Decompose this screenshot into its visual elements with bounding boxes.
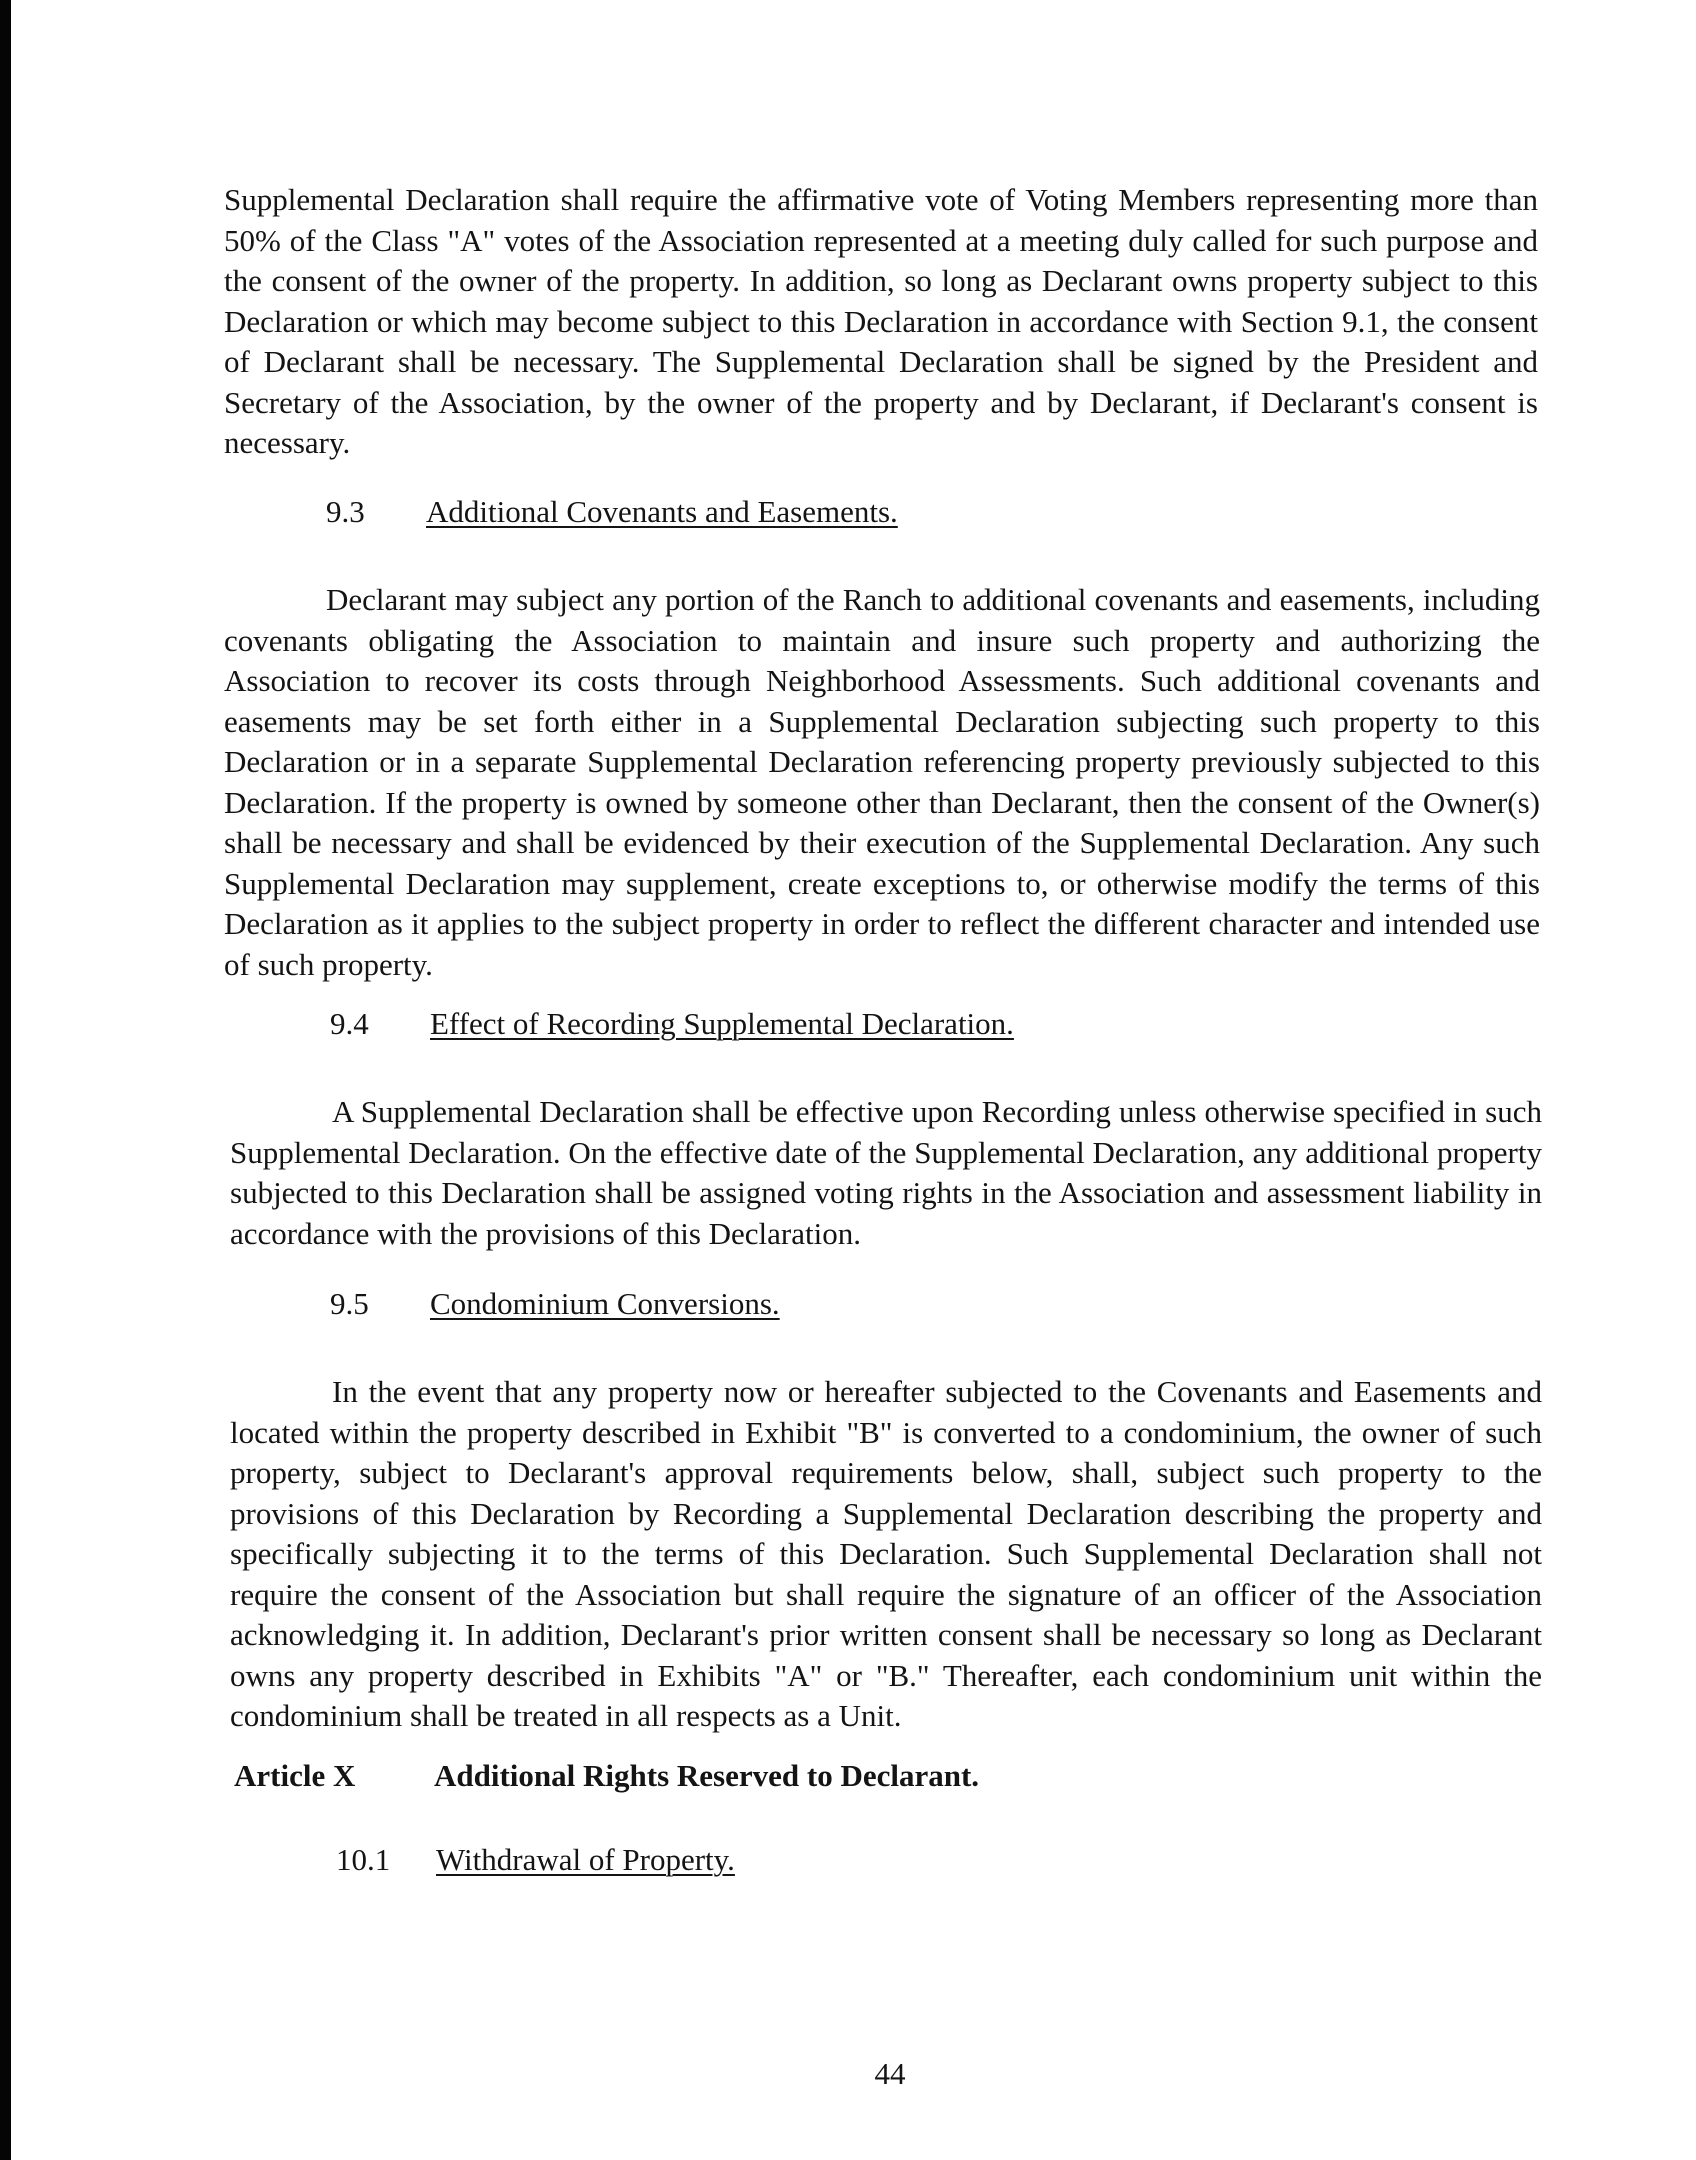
- article-label: Article X: [234, 1758, 356, 1793]
- section-title: Effect of Recording Supplemental Declaration.: [430, 1006, 1014, 1041]
- section-number: 9.3: [326, 494, 365, 529]
- page-number: 44: [874, 2056, 906, 2091]
- section-title: Withdrawal of Property.: [436, 1842, 735, 1877]
- section-title: Additional Covenants and Easements.: [426, 494, 898, 529]
- section-body-9-4: A Supplemental Declaration shall be effective upon Recording unless otherwise specified in such Supplemental Declaration. On the effective date of the Supplemental Declaration, any additional property subjected to this Declaration shall be assigned voting rights in the Association and assessment liability in accordance with the provisions of this Declaration.: [230, 1094, 1542, 1251]
- section-body-9-3: Declarant may subject any portion of the Ranch to additional covenants and easements, including covenants obligating the Association to maintain and insure such property and authorizing the Association to recover its costs through Neighborhood Assessments. Such additional covenants and easements may be set forth either in a Supplemental Declaration subjecting such property to this Declaration or in a separate Supplemental Declaration referencing property previously subjected to this Declaration. If the property is owned by someone other than Declarant, then the consent of the Owner(s) shall be necessary and shall be evidenced by their execution of the Supplemental Declaration. Any such Supplemental Declaration may supplement, create exceptions to, or otherwise modify the terms of this Declaration as it applies to the subject property in order to reflect the different character and intended use of such property.: [224, 582, 1540, 982]
- section-number: 9.4: [330, 1006, 369, 1041]
- intro-paragraph: Supplemental Declaration shall require the affirmative vote of Voting Members representing more than 50% of the Class "A" votes of the Association represented at a meeting duly called for such purpose and the consent of the owner of the property. In addition, so long as Declarant owns property subject to this Declaration or which may become subject to this Declaration in accordance with Section 9.1, the consent of Declarant shall be necessary. The Supplemental Declaration shall be signed by the President and Secretary of the Association, by the owner of the property and by Declarant, if Declarant's consent is necessary.: [224, 182, 1538, 460]
- section-body-9-5: In the event that any property now or hereafter subjected to the Covenants and Easements and located within the property described in Exhibit "B" is converted to a condominium, the owner of such property, subject to Declarant's approval requirements below, shall, subject such property to the provisions of this Declaration by Recording a Supplemental Declaration describing the property and specifically subjecting it to the terms of this Declaration. Such Supplemental Declaration shall not require the consent of the Association but shall require the signature of an officer of the Association acknowledging it. In addition, Declarant's prior written consent shall be necessary so long as Declarant owns any property described in Exhibits "A" or "B." Thereafter, each condominium unit within the condominium shall be treated in all respects as a Unit.: [230, 1374, 1542, 1733]
- section-number: 9.5: [330, 1286, 369, 1321]
- article-title: Additional Rights Reserved to Declarant.: [434, 1758, 980, 1793]
- section-title: Condominium Conversions.: [430, 1286, 780, 1321]
- section-number: 10.1: [336, 1842, 391, 1877]
